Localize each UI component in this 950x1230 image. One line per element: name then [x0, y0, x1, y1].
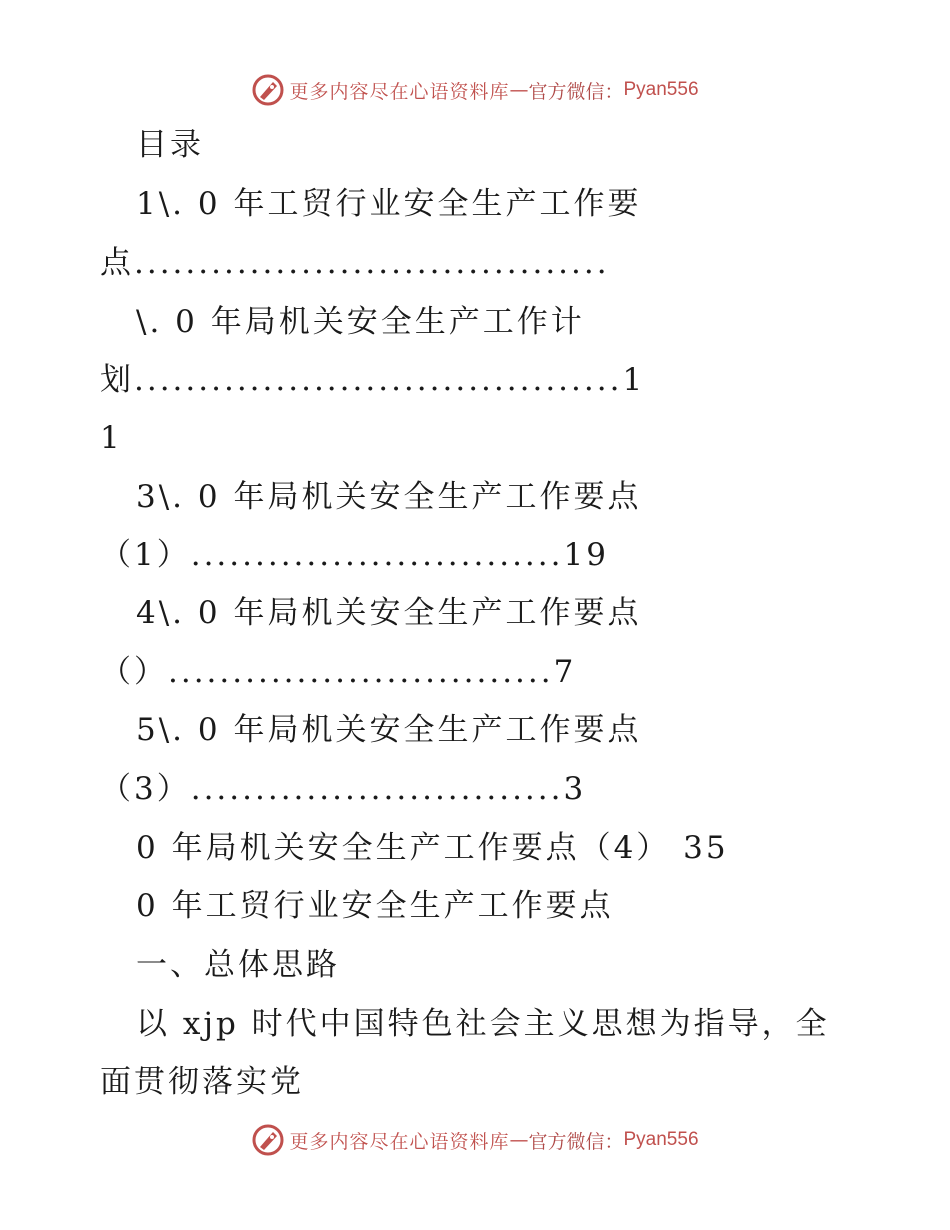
toc-item-5-line1: 5\. 0 年局机关安全生产工作要点	[136, 712, 642, 748]
pen-logo-icon	[251, 73, 285, 107]
toc-item-3-line1: 3\. 0 年局机关安全生产工作要点	[136, 479, 642, 515]
banner-dash: —	[509, 1129, 529, 1151]
toc-item-4-line1: 4\. 0 年局机关安全生产工作要点	[136, 595, 642, 631]
toc-item-2-line2: 划......................................1	[100, 362, 646, 398]
banner-sub-text: 官方微信：	[528, 1130, 624, 1153]
toc-item-6: 0 年局机关安全生产工作要点（4） 35	[136, 830, 729, 866]
header-banner	[0, 70, 950, 110]
toc-item-2-line3: 1	[100, 420, 123, 456]
banner-main-text: 更多内容尽在心语资料库	[289, 80, 510, 103]
toc-item-1-line2: 点.....................................	[100, 245, 610, 281]
banner-wechat-id: Pyan556	[623, 79, 699, 100]
footer-banner	[0, 1120, 950, 1160]
toc-item-1-line1: 1\. 0 年工贸行业安全生产工作要	[136, 186, 642, 222]
banner-wechat-id: Pyan556	[623, 1129, 699, 1150]
paragraph-line-1: 以 xjp 时代中国特色社会主义思想为指导，全	[136, 1006, 830, 1042]
toc-title: 目录	[136, 127, 204, 163]
document-heading: 0 年工贸行业安全生产工作要点	[136, 888, 614, 924]
paragraph-line-2: 面贯彻落实党	[100, 1064, 304, 1100]
pen-logo-icon	[251, 1123, 285, 1157]
section-heading-1: 一、总体思路	[136, 947, 340, 983]
banner-dash: —	[509, 79, 529, 101]
toc-item-5-line2: （3）.............................3	[100, 771, 587, 807]
toc-item-3-line2: （1）.............................19	[100, 537, 609, 573]
toc-item-2-line1: \. 0 年局机关安全生产工作计	[136, 304, 585, 340]
toc-item-4-line2: （）..............................7	[100, 654, 577, 690]
banner-sub-text: 官方微信：	[528, 80, 624, 103]
banner-main-text: 更多内容尽在心语资料库	[289, 1130, 510, 1153]
